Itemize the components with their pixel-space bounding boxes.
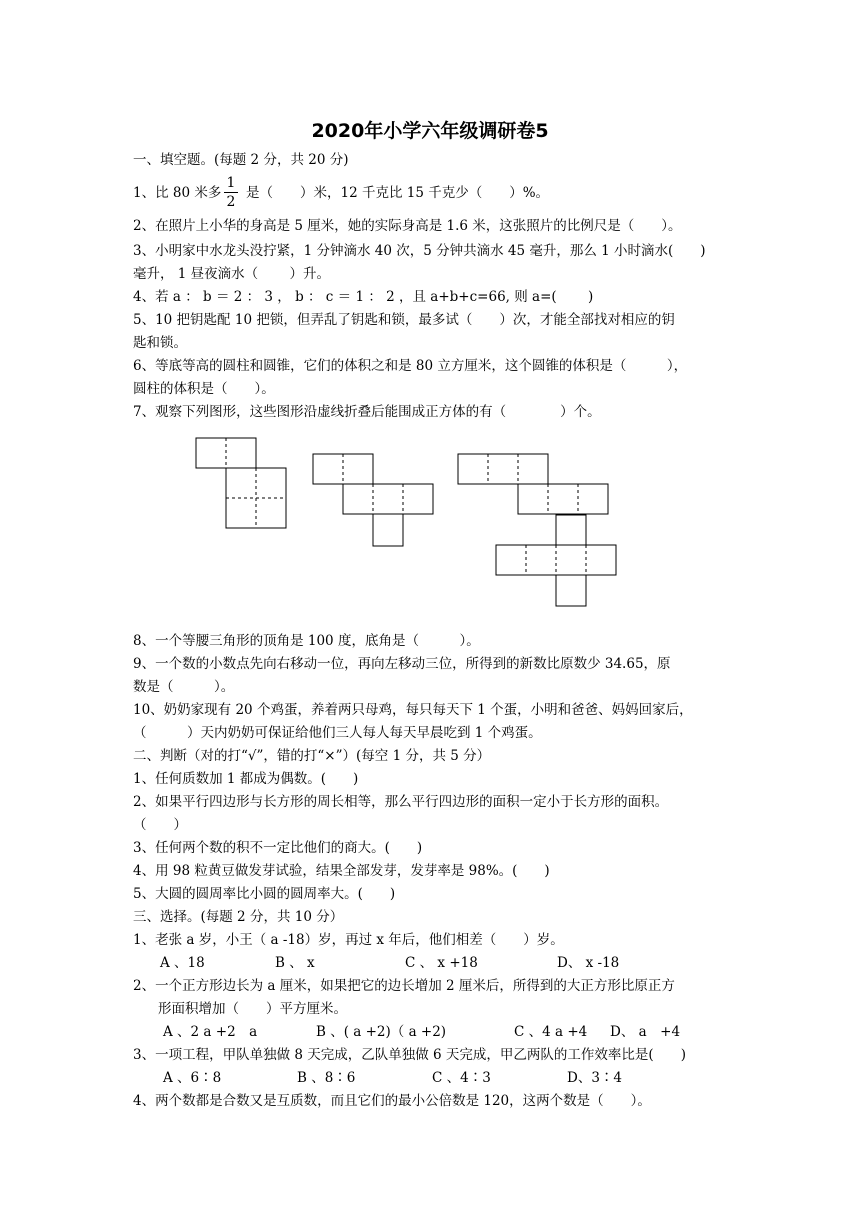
- question-2-2-line2: （ ）: [133, 817, 187, 833]
- question-3-2-line2: 形面积增加（ ）平方厘米。: [158, 1001, 347, 1017]
- question-2-5: 5、大圆的圆周率比小圆的圆周率大。( ): [133, 886, 396, 902]
- question-1-10-line1: 10、奶奶家现有 20 个鸡蛋，养着两只母鸡，每只每天下 1 个蛋，小明和爸爸、妈妈回家后，: [133, 702, 693, 718]
- question-2-4: 4、用 98 粒黄豆做发芽试验，结果全部发芽，发芽率是 98%。( ): [133, 863, 550, 879]
- option-3-3-d: D、3∶4: [567, 1070, 623, 1086]
- question-1-9-line1: 9、一个数的小数点先向右移动一位，再向左移动三位，所得到的新数比原数少 34.65，原: [133, 656, 671, 672]
- question-1-5-line1: 5、10 把钥匙配 10 把锁，但弄乱了钥匙和锁，最多试（ ）次，才能全部找对相应的钥: [133, 312, 675, 328]
- question-1-7: 7、观察下列图形，这些图形沿虚线折叠后能围成正方体的有（ ）个。: [133, 404, 601, 420]
- cube-net-2: [313, 454, 433, 546]
- cube-net-4: [496, 515, 616, 606]
- option-3-2-c: C 、4 a +4: [514, 1024, 588, 1040]
- question-1-5-line2: 匙和锁。: [133, 335, 187, 351]
- option-3-2-b: B 、( a +2)（ a +2): [316, 1024, 447, 1040]
- question-1-9-line2: 数是（ ）。: [133, 679, 235, 695]
- section2-heading: 二、判断（对的打“√”，错的打“×”）(每空 1 分，共 5 分）: [133, 748, 491, 764]
- question-1-3-line1: 3、小明家中水龙头没拧紧，1 分钟滴水 40 次，5 分钟共滴水 45 毫升，那么 1 小时滴水( ): [133, 243, 706, 259]
- question-1-6-line2: 圆柱的体积是（ ）。: [133, 381, 275, 397]
- question-1-2: 2、在照片上小华的身高是 5 厘米，她的实际身高是 1.6 米，这张照片的比例尺是（ ）。: [133, 218, 682, 234]
- option-3-3-c: C 、4∶3: [432, 1070, 491, 1086]
- option-3-2-d: D、 a +4: [610, 1024, 681, 1040]
- option-3-1-c: C 、 x +18: [405, 955, 478, 971]
- question-2-2-line1: 2、如果平行四边形与长方形的周长相等，那么平行四边形的面积一定小于长方形的面积。: [133, 794, 669, 810]
- page-title: 2020年小学六年级调研卷5: [311, 120, 549, 142]
- cube-net-1: [196, 438, 286, 528]
- option-3-3-b: B 、8∶6: [297, 1070, 356, 1086]
- option-3-2-a: A 、2 a +2 a: [163, 1024, 258, 1040]
- option-3-1-a: A 、18: [160, 955, 205, 971]
- question-2-1: 1、任何质数加 1 都成为偶数。( ): [133, 771, 359, 787]
- question-2-3: 3、任何两个数的积不一定比他们的商大。( ): [133, 840, 423, 856]
- question-1-1-post: 是（ ）米，12 千克比 15 千克少（ ）%。: [246, 185, 550, 201]
- section1-heading: 一、填空题。(每题 2 分，共 20 分): [133, 152, 349, 168]
- question-1-10-line2: （ ）天内奶奶可保证给他们三人每人每天早晨吃到 1 个鸡蛋。: [133, 725, 542, 741]
- option-3-1-d: D、 x -18: [557, 955, 620, 971]
- question-1-4: 4、若 a ： b ＝ 2 ： 3 ， b ： c ＝ 1 ： 2 ，且 a+b+c=66, 则 a=( ): [133, 289, 594, 305]
- question-3-3: 3、一项工程，甲队单独做 8 天完成，乙队单独做 6 天完成，甲乙两队的工作效率比是( ): [133, 1047, 686, 1063]
- cube-net-3: [458, 454, 608, 514]
- fraction-numerator: 1: [224, 175, 238, 193]
- question-3-2-line1: 2、一个正方形边长为 a 厘米，如果把它的边长增加 2 厘米后，所得到的大正方形比原正方: [133, 978, 675, 994]
- question-3-1: 1、老张 a 岁，小王（ a -18）岁，再过 x 年后，他们相差（ ）岁。: [133, 932, 564, 948]
- section3-heading: 三、选择。(每题 2 分，共 10 分）: [133, 909, 344, 925]
- fraction-denominator: 2: [226, 194, 236, 210]
- question-1-6-line1: 6、等底等高的圆柱和圆锥，它们的体积之和是 80 立方厘米，这个圆锥的体积是（ ），: [133, 358, 688, 374]
- option-3-1-b: B 、 x: [275, 955, 315, 971]
- question-1-8: 8、一个等腰三角形的顶角是 100 度，底角是（ ）。: [133, 633, 480, 649]
- question-1-1-pre: 1、比 80 米多: [133, 185, 222, 201]
- question-3-4: 4、两个数都是合数又是互质数，而且它们的最小公倍数是 120，这两个数是（ ）。: [133, 1093, 651, 1109]
- question-1-3-line2: 毫升， 1 昼夜滴水（ ）升。: [133, 266, 330, 282]
- option-3-3-a: A 、6∶8: [163, 1070, 222, 1086]
